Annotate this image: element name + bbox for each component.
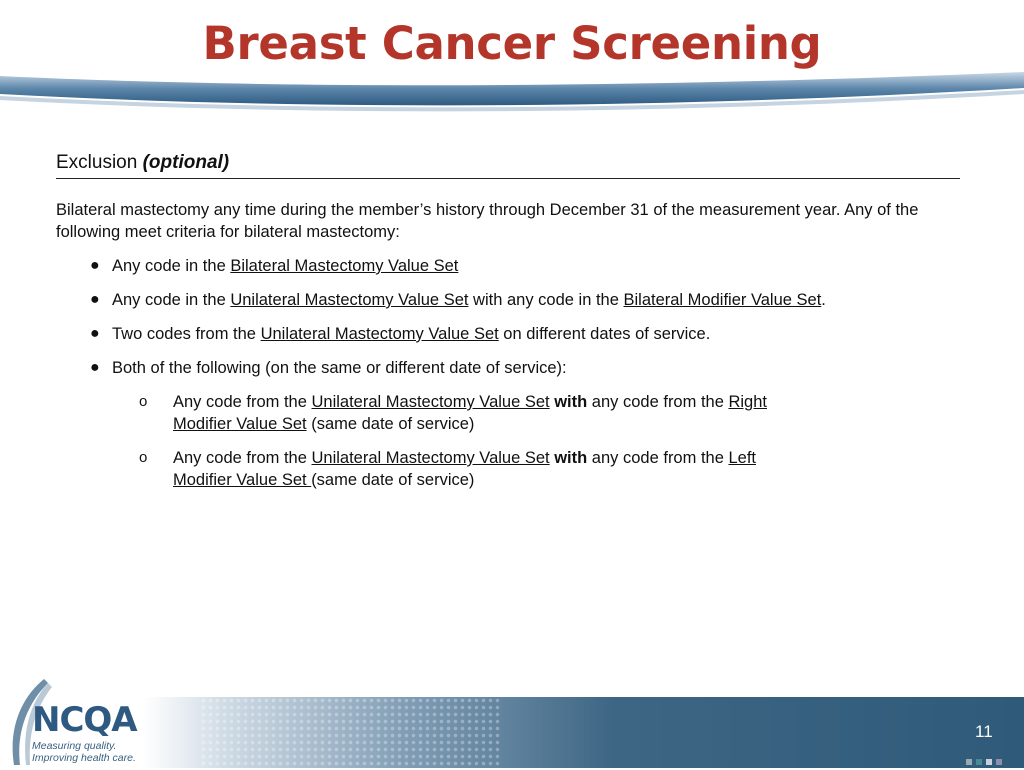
value-set-link[interactable]: Unilateral Mastectomy Value Set (260, 325, 499, 343)
value-set-link[interactable]: Unilateral Mastectomy Value Set (311, 449, 550, 467)
value-set-link[interactable]: Unilateral Mastectomy Value Set (311, 393, 550, 411)
slide-title: Breast Cancer Screening (202, 17, 822, 70)
bullet-icon: ● (90, 359, 100, 376)
nav-square-icon (976, 759, 982, 765)
value-set-link[interactable]: Bilateral Modifier Value Set (623, 291, 822, 309)
footer-dot-pattern (200, 697, 500, 768)
list-item: ● Any code in the Unilateral Mastectomy Value Set with any code in the Bilateral Modifier Value Set. (90, 291, 826, 309)
value-set-link[interactable]: Unilateral Mastectomy Value Set (230, 291, 469, 309)
value-set-link[interactable]: Left Modifier Value Set (173, 449, 756, 489)
ncqa-logo: NCQA (32, 700, 137, 740)
list-item: ● Both of the following (on the same or different date of service): o Any code from the Unilateral Mastectomy Value Set with any code from the Right Modifier Value Set (same date of service) o Any code from the Unilateral Mastectomy Value Set with any code from the Left Modifier Value Set (same date of service) (56, 357, 960, 491)
circle-bullet-icon: o (139, 449, 148, 466)
sub-list-item: o Any code from the Unilateral Mastectomy Value Set with any code from the Right Modifier Value Set (same date of service) (139, 393, 767, 433)
intro-paragraph: Bilateral mastectomy any time during the member’s history through December 31 of the measurement year. Any of the following meet criteria for bilateral mastectomy: (56, 201, 919, 241)
sub-criteria-list (56, 391, 960, 491)
heading-lead: Exclusion (56, 152, 143, 173)
section-heading (56, 150, 960, 179)
circle-bullet-icon: o (139, 393, 148, 410)
criteria-list (56, 255, 960, 491)
header-swoosh (0, 68, 1024, 118)
bullet-icon: ● (90, 291, 100, 308)
logo-tagline: Measuring quality. Improving health care. (32, 740, 136, 764)
list-item: ● Any code in the Bilateral Mastectomy Value Set (90, 257, 459, 275)
value-set-link[interactable]: Bilateral Mastectomy Value Set (230, 257, 459, 275)
list-item: ● Two codes from the Unilateral Mastectomy Value Set on different dates of service. (90, 325, 711, 343)
slide-content (56, 150, 960, 503)
nav-squares (966, 752, 1006, 770)
bullet-icon: ● (90, 257, 100, 274)
value-set-link[interactable]: Right Modifier Value Set (173, 393, 767, 433)
nav-square-icon (996, 759, 1002, 765)
heading-optional: (optional) (142, 152, 230, 173)
bullet-icon: ● (90, 325, 100, 342)
page-number: 11 (975, 722, 993, 741)
nav-square-icon (966, 759, 972, 765)
nav-square-icon (986, 759, 992, 765)
sub-list-item: o Any code from the Unilateral Mastectomy Value Set with any code from the Left Modifier Value Set (same date of service) (139, 449, 756, 489)
